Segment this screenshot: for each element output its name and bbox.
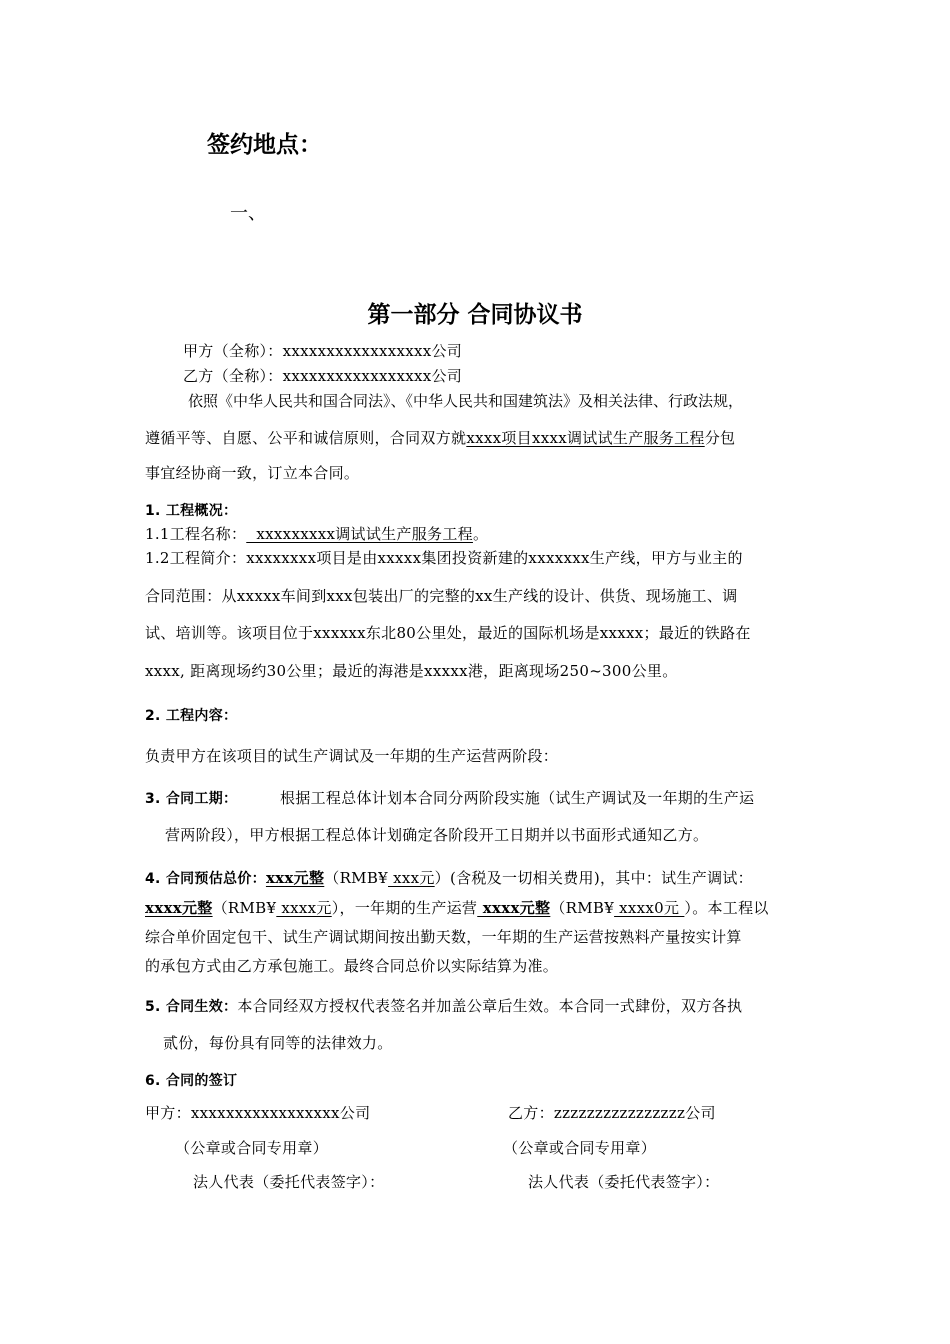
section-4-line-4: 的承包方式由乙方承包施工。最终合同总价以实际结算为准。 [145, 957, 559, 975]
text: ），一年期的生产运营 [331, 899, 478, 917]
signing-place-label: 签约地点： [207, 132, 322, 158]
section-5-body: 本合同经双方授权代表签名并加盖公章后生效。本合同一式肆份，双方各执 [237, 997, 743, 1015]
seal-party-a: （公章或合同专用章） [175, 1139, 329, 1157]
project-name: xxxx项目xxxx调试试生产服务工程 [466, 429, 705, 447]
party-b-full-name: 乙方（全称）：xxxxxxxxxxxxxxxxx公司 [183, 367, 463, 385]
sign-party-b: 乙方：zzzzzzzzzzzzzzzz公司 [508, 1104, 716, 1122]
section-2-body: 负责甲方在该项目的试生产调试及一年期的生产运营两阶段： [145, 747, 559, 765]
intro-line-1: 依照《中华人民共和国合同法》、《中华人民共和国建筑法》及相关法律、行政法规， [188, 392, 744, 410]
total-price-rmb: xxx元 [388, 869, 435, 887]
section-2-heading: 2. 工程内容： [145, 708, 238, 724]
section-4-line-3: 综合单价固定包干、试生产调试期间按出勤天数，一年期的生产运营按熟料产量按实计算 [145, 928, 742, 946]
section-5-line-2: 贰份，每份具有同等的法律效力。 [163, 1034, 393, 1052]
section-4-line-1 [145, 867, 753, 888]
section-4-line-2 [145, 897, 769, 918]
project-name-value: xxxxxxxxx调试试生产服务工程 [246, 525, 473, 543]
trial-price: xxxx元整 [145, 899, 213, 917]
rep-party-a: 法人代表（委托代表签字）： [193, 1173, 385, 1191]
project-name-line [145, 523, 488, 544]
total-price: xxx元整 [265, 869, 325, 887]
trial-price-rmb: xxxx元 [276, 899, 332, 917]
intro-line-3: 事宜经协商一致，订立本合同。 [145, 464, 360, 482]
section-5-line-1 [145, 995, 742, 1016]
intro-line-2 [145, 427, 735, 448]
party-a-full-name: 甲方（全称）：xxxxxxxxxxxxxxxxx公司 [183, 342, 463, 360]
page-title: 第一部分 合同协议书 [367, 302, 583, 328]
project-brief-line-4: xxxx, 距离现场约30公里；最近的海港是xxxxx港，距离现场250~300公里。 [145, 662, 678, 680]
intro-text: 遵循平等、自愿、公平和诚信原则，合同双方就 [145, 429, 467, 447]
section-6-heading: 6. 合同的签订 [145, 1073, 238, 1089]
section-3-line-1 [145, 787, 754, 808]
text: ）(含税及一切相关费用)，其中：试生产调试： [434, 869, 753, 887]
project-name-label: 1.1工程名称： [145, 525, 247, 543]
project-brief-line-1: 1.2工程简介：xxxxxxxx项目是由xxxxx集团投资新建的xxxxxxx生产线，甲方与业主的 [145, 549, 743, 567]
text: （RMB¥ [212, 899, 277, 917]
intro-text: 分包 [704, 429, 736, 447]
project-brief-line-3: 试、培训等。该项目位于xxxxxx东北80公里处，最近的国际机场是xxxxx；最近的铁路在 [145, 624, 751, 642]
section-5-heading: 5. 合同生效： [145, 999, 238, 1015]
section-4-heading: 4. 合同预估总价： [145, 871, 266, 887]
section-3-heading: 3. 合同工期： [145, 791, 238, 807]
text: （RMB¥ [324, 869, 389, 887]
ops-price: xxxx元整 [477, 899, 551, 917]
text: 。 [472, 525, 489, 543]
rep-party-b: 法人代表（委托代表签字）： [528, 1173, 720, 1191]
section-marker: 一、 [230, 203, 266, 224]
project-brief-line-2: 合同范围：从xxxxx车间到xxx包装出厂的完整的xx生产线的设计、供货、现场施工、调 [145, 587, 738, 605]
section-1-heading: 1. 工程概况： [145, 503, 238, 519]
section-3-body: 根据工程总体计划本合同分两阶段实施（试生产调试及一年期的生产运 [280, 789, 755, 807]
text: ）。本工程以 [684, 899, 769, 917]
seal-party-b: （公章或合同专用章） [503, 1139, 657, 1157]
text: （RMB¥ [550, 899, 615, 917]
ops-price-rmb: xxxx0元 [614, 899, 685, 917]
sign-party-a: 甲方：xxxxxxxxxxxxxxxxx公司 [145, 1104, 371, 1122]
section-3-line-2: 营两阶段），甲方根据工程总体计划确定各阶段开工日期并以书面形式通知乙方。 [165, 826, 709, 844]
